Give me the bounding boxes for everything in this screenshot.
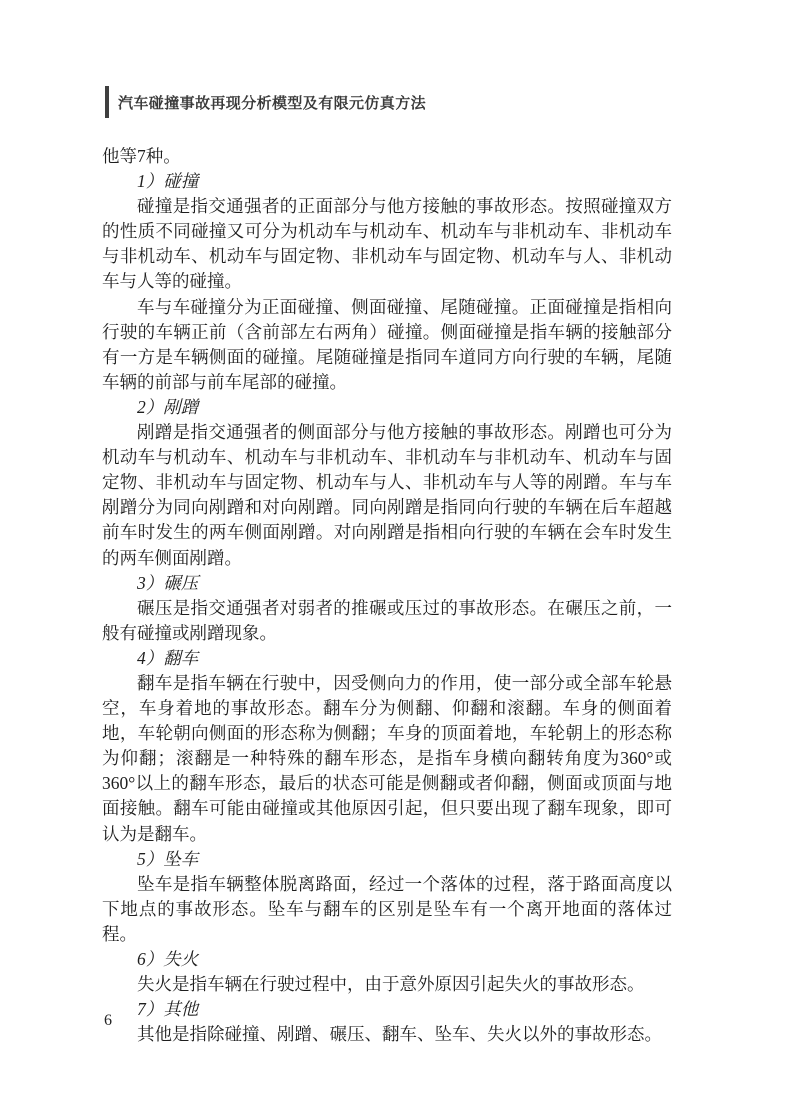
body-text xyxy=(102,144,672,1047)
running-head-title: 汽车碰撞事故再现分析模型及有限元仿真方法 xyxy=(118,94,427,112)
body-paragraph: 车与车碰撞分为正面碰撞、侧面碰撞、尾随碰撞。正面碰撞是指相向行驶的车辆正前（含前部左右两角）碰撞。侧面碰撞是指车辆的接触部分有一方是车辆侧面的碰撞。尾随碰撞是指同车道同方向行驶的车辆，尾随车辆的前部与前车尾部的碰撞。 xyxy=(102,296,672,392)
section-heading: 2）剐蹭 xyxy=(137,396,199,417)
body-paragraph: 失火是指车辆在行驶过程中，由于意外原因引起失火的事故形态。 xyxy=(137,974,645,995)
section-heading: 4）翻车 xyxy=(137,647,199,668)
page-number: 6 xyxy=(104,1012,112,1029)
page-header xyxy=(105,86,426,118)
body-paragraph: 其他是指除碰撞、剐蹭、碾压、翻车、坠车、失火以外的事故形态。 xyxy=(137,1024,662,1045)
section-heading: 6）失火 xyxy=(137,949,199,969)
body-paragraph: 翻车是指车辆在行驶中，因受侧向力的作用，使一部分或全部车轮悬空，车身着地的事故形态。翻车分为侧翻、仰翻和滚翻。车身的侧面着地，车轮朝向侧面的形态称为侧翻；车身的顶面着地，车轮朝上的形态称为仰翻；滚翻是一种特殊的翻车形态，是指车身横向翻转角度为360°或360°以上的翻车形态，最后的状态可能是侧翻或者仰翻，侧面或顶面与地面接触。翻车可能由碰撞或其他原因引起，但只要出现了翻车现象，即可认为是翻车。 xyxy=(102,672,672,844)
body-paragraph: 坠车是指车辆整体脱离路面，经过一个落体的过程，落于路面高度以下地点的事故形态。坠车与翻车的区别是坠车有一个离开地面的落体过程。 xyxy=(102,873,672,944)
header-rule xyxy=(105,86,109,118)
body-paragraph: 剐蹭是指交通强者的侧面部分与他方接触的事故形态。剐蹭也可分为机动车与机动车、机动车与非机动车、非机动车与非机动车、机动车与固定物、非机动车与固定物、机动车与人、非机动车与人等的剐蹭。车与车剐蹭分为同向剐蹭和对向剐蹭。同向剐蹭是指同向行驶的车辆在后车超越前车时发生的两车侧面剐蹭。对向剐蹭是指相向行驶的车辆在会车时发生的两车侧面剐蹭。 xyxy=(102,422,672,568)
paragraph-continuation: 他等7种。 xyxy=(102,146,181,166)
body-paragraph: 碰撞是指交通强者的正面部分与他方接触的事故形态。按照碰撞双方的性质不同碰撞又可分为机动车与机动车、机动车与非机动车、非机动车与非机动车、机动车与固定物、非机动车与固定物、机动车与人、非机动车与人等的碰撞。 xyxy=(102,196,672,292)
section-heading: 3）碾压 xyxy=(137,572,199,593)
body-paragraph: 碾压是指交通强者对弱者的推碾或压过的事故形态。在碾压之前，一般有碰撞或剐蹭现象。 xyxy=(102,597,672,643)
section-heading: 5）坠车 xyxy=(137,848,199,869)
section-heading: 1）碰撞 xyxy=(137,171,199,192)
section-heading: 7）其他 xyxy=(137,999,199,1020)
